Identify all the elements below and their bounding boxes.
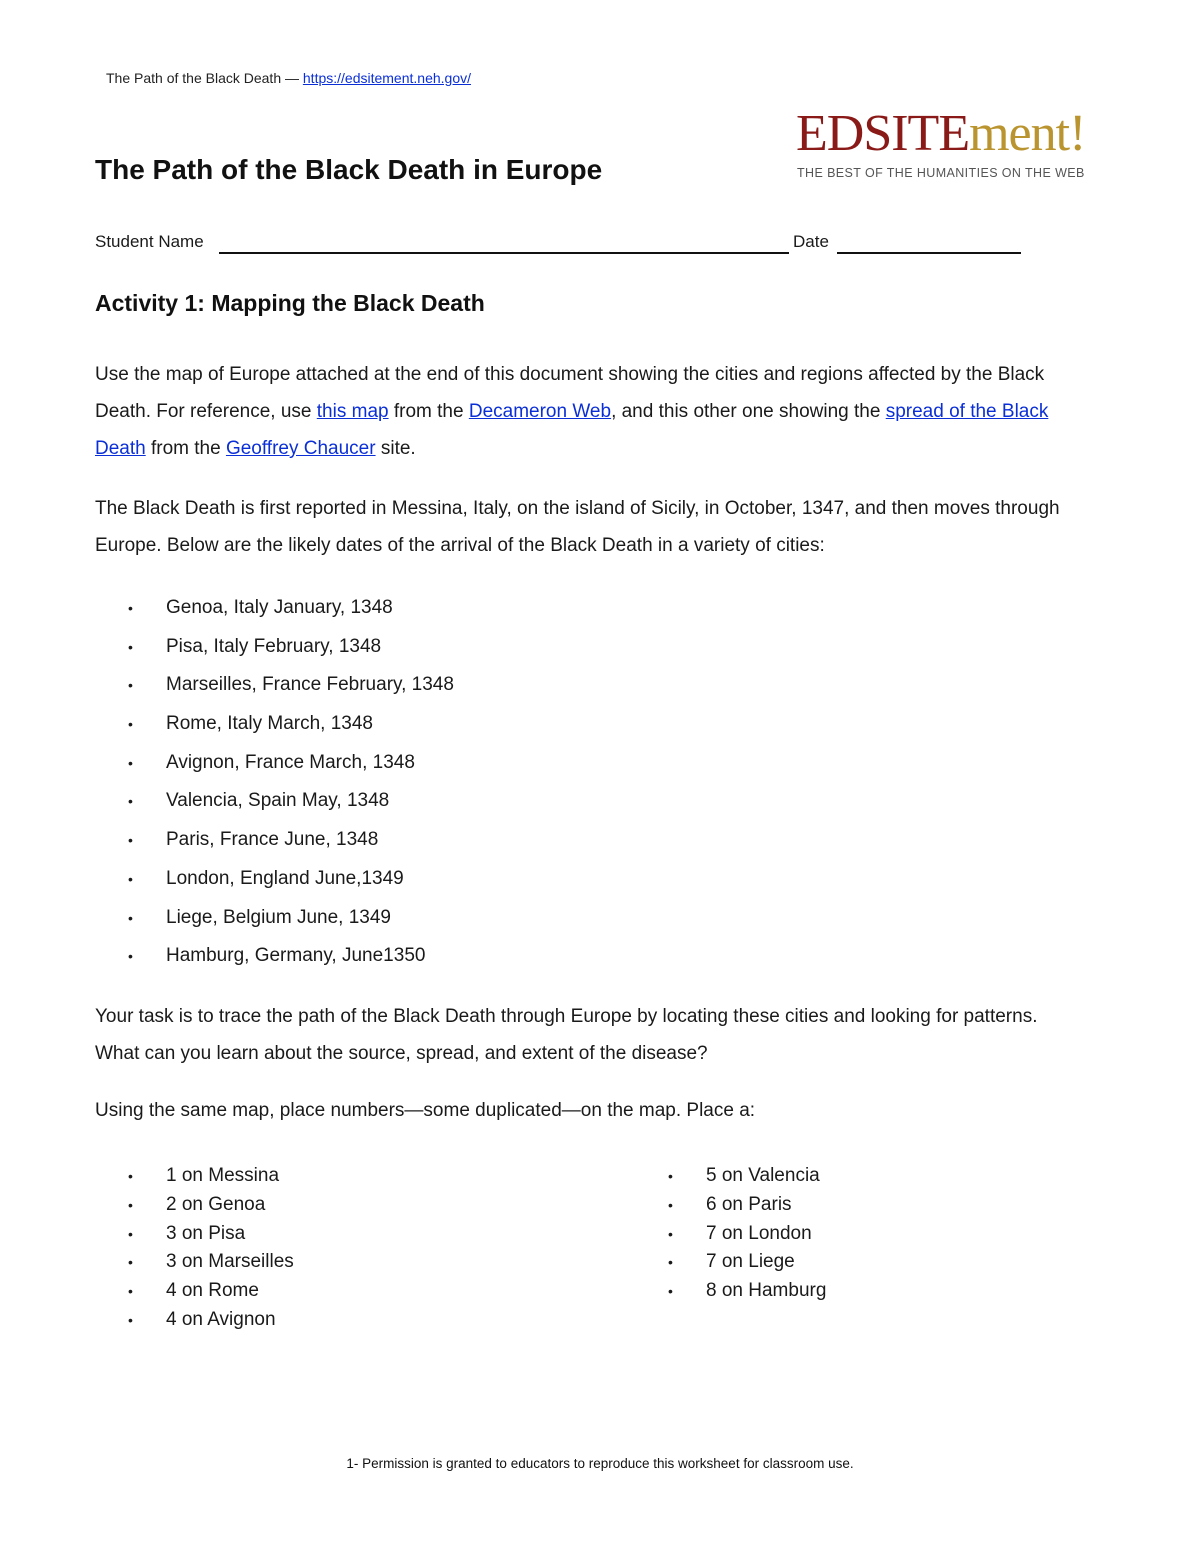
bullet-icon: •: [128, 870, 133, 887]
list-item: [128, 822, 454, 861]
list-item-text: London, England June,1349: [166, 867, 404, 889]
bullet-icon: •: [668, 1254, 673, 1271]
header-link[interactable]: https://edsitement.neh.gov/: [302, 70, 471, 86]
list-item: [128, 706, 454, 745]
bullet-icon: •: [128, 1254, 133, 1271]
list-item-text: 3 on Pisa: [166, 1222, 246, 1244]
list-item-text: 3 on Marseilles: [166, 1251, 294, 1273]
intro-paragraph: [95, 356, 1085, 467]
geoffrey-chaucer-link[interactable]: Geoffrey Chaucer: [225, 438, 376, 459]
page-title: The Path of the Black Death in Europe: [95, 154, 603, 185]
date-label: Date: [793, 232, 829, 251]
list-item-text: Paris, France June, 1348: [166, 829, 379, 851]
list-item: [128, 1277, 294, 1306]
intro-text-2: from the: [388, 401, 469, 422]
bullet-icon: •: [128, 1311, 133, 1328]
this-map-link[interactable]: this map: [316, 401, 389, 422]
list-item-text: Rome, Italy March, 1348: [166, 713, 373, 735]
list-item: [668, 1248, 826, 1277]
list-item-text: 4 on Rome: [166, 1280, 259, 1302]
bullet-icon: •: [128, 677, 133, 694]
list-item-text: Valencia, Spain May, 1348: [166, 790, 390, 812]
logo-word-part1: EDSITE: [796, 105, 970, 162]
date-field[interactable]: [837, 252, 1021, 254]
list-item: [128, 745, 454, 784]
student-name-label: Student Name: [95, 232, 204, 251]
intro-text-1: Use the map of Europe attached at the end of this document showing the cities and regions affected by the Black Death. For reference, use: [95, 364, 1045, 422]
list-item: [128, 1248, 294, 1277]
logo-wordmark: [796, 106, 1085, 162]
list-item-text: Pisa, Italy February, 1348: [166, 635, 382, 657]
instruction-paragraph: Using the same map, place numbers—some duplicated—on the map. Place a:: [95, 1100, 756, 1121]
task-paragraph: Your task is to trace the path of the Black Death through Europe by locating these cities and looking for patterns. What can you learn about the source, spread, and extent of the disease?: [95, 1006, 1038, 1064]
list-item-text: Hamburg, Germany, June1350: [166, 945, 426, 967]
list-item: [128, 1306, 294, 1335]
list-item: [128, 783, 454, 822]
bullet-icon: •: [668, 1225, 673, 1242]
bullet-icon: •: [128, 716, 133, 733]
bullet-icon: •: [668, 1283, 673, 1300]
bullet-icon: •: [128, 638, 133, 655]
list-item: [128, 900, 454, 939]
intro-text-5: site.: [375, 438, 416, 459]
list-item: [128, 1220, 294, 1249]
student-name-field[interactable]: [219, 252, 789, 254]
logo-tagline: THE BEST OF THE HUMANITIES ON THE WEB: [797, 166, 1085, 180]
list-item: [128, 1191, 294, 1220]
list-item: [128, 1162, 294, 1191]
list-item: [668, 1191, 826, 1220]
list-item-text: 6 on Paris: [706, 1193, 792, 1215]
list-item: [668, 1162, 826, 1191]
bullet-icon: •: [128, 1283, 133, 1300]
context-paragraph: The Black Death is first reported in Messina, Italy, on the island of Sicily, in October, 1347, and then moves through Europe. Below are the likely dates of the arrival of the Black Death in a variety of cities:: [95, 498, 1060, 556]
intro-text-3: , and this other one showing the: [611, 401, 886, 422]
intro-text-4: from the: [145, 438, 226, 459]
decameron-web-link[interactable]: Decameron Web: [468, 401, 612, 422]
list-item: [128, 590, 454, 629]
bullet-icon: •: [128, 600, 133, 616]
bullet-icon: •: [128, 832, 133, 849]
city-arrival-list: [128, 590, 454, 977]
logo-word-part2: ment!: [969, 105, 1086, 162]
activity-heading: Activity 1: Mapping the Black Death: [95, 290, 485, 316]
list-item-text: 7 on Liege: [706, 1251, 795, 1273]
page-footer: 1- Permission is granted to educators to reproduce this worksheet for classroom use.: [346, 1456, 854, 1471]
list-item-text: Marseilles, France February, 1348: [166, 674, 454, 696]
placement-list-left: [128, 1162, 294, 1335]
list-item-text: 5 on Valencia: [706, 1165, 820, 1186]
list-item-text: 2 on Genoa: [166, 1193, 266, 1215]
list-item: [128, 667, 454, 706]
list-item-text: 7 on London: [706, 1222, 812, 1244]
header-text: The Path of the Black Death —: [106, 70, 303, 86]
list-item-text: Liege, Belgium June, 1349: [166, 906, 391, 928]
edsitement-logo: [796, 106, 1116, 186]
bullet-icon: •: [128, 948, 133, 965]
list-item-text: Avignon, France March, 1348: [166, 751, 415, 773]
placement-list-right: [668, 1162, 826, 1306]
bullet-icon: •: [128, 1168, 133, 1184]
bullet-icon: •: [128, 754, 133, 771]
bullet-icon: •: [668, 1196, 673, 1213]
list-item: [128, 938, 454, 977]
list-item-text: Genoa, Italy January, 1348: [166, 597, 393, 618]
list-item: [128, 861, 454, 900]
bullet-icon: •: [128, 793, 133, 810]
bullet-icon: •: [128, 1225, 133, 1242]
list-item: [668, 1220, 826, 1249]
bullet-icon: •: [128, 1196, 133, 1213]
bullet-icon: •: [128, 909, 133, 926]
list-item-text: 8 on Hamburg: [706, 1280, 827, 1302]
spread-of-black-death-link[interactable]: spread of the Black Death: [95, 401, 1049, 459]
list-item: [128, 629, 454, 668]
list-item-text: 1 on Messina: [166, 1165, 280, 1186]
list-item-text: 4 on Avignon: [166, 1308, 276, 1330]
running-header: [106, 70, 471, 86]
bullet-icon: •: [668, 1168, 673, 1184]
list-item: [668, 1277, 826, 1306]
student-info-row: [95, 232, 1025, 258]
